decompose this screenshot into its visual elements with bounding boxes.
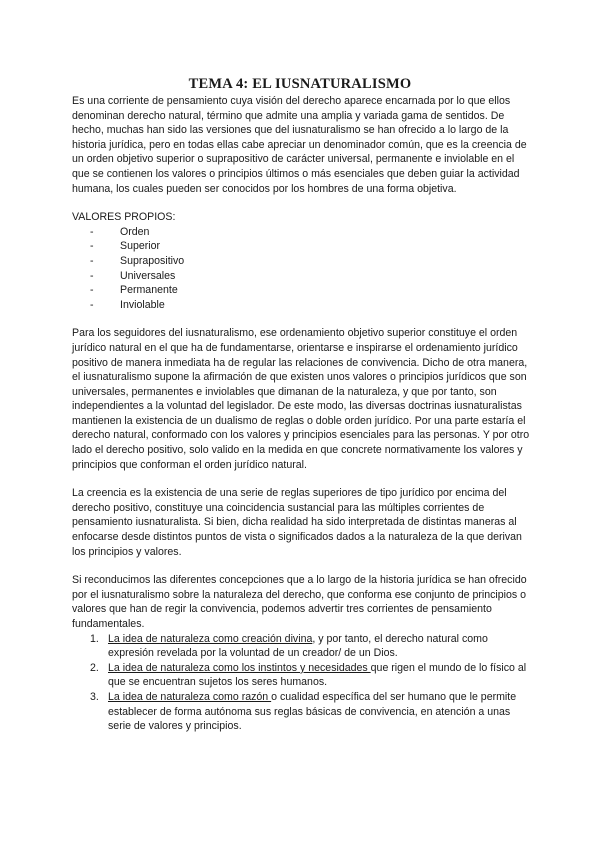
list-item (90, 690, 534, 734)
value-label: Permanente (120, 284, 178, 297)
dash-bullet: - (90, 225, 94, 238)
item-number: 2. (90, 661, 99, 674)
list-item (90, 269, 534, 284)
page-title: TEMA 4: EL IUSNATURALISMO (188, 76, 412, 92)
item-text (108, 690, 534, 734)
dash-bullet: - (90, 298, 94, 311)
spacer (72, 312, 534, 326)
value-label: Superior (120, 240, 161, 253)
body-paragraph-2: Para los seguidores del iusnaturalismo, ese ordenamiento objetivo superior constituye el orden jurídico natural en el que ha de fundamentarse, orientarse e inspirarse el ordenamiento jurídico positivo de manera inmediata ha de regular las relaciones de convivencia. Dicho de otra manera, el iusnaturalismo supone la afirmación de que existen unos valores o principios jurídicos que son universales, permanentes e inviolables que dimanan de la naturaleza, y que por tanto, son independientes a la voluntad del legislador. De este modo, las diversas doctrinas iusnaturalistas mantienen la existencia de un dualismo de reglas o doble orden jurídico. Por una parte estaría el derecho natural, conformado con los valores y principios esenciales para las personas. Y por otro lado el derecho positivo, solo valido en la medida en que concrete normativamente los valores y principios que conforman el orden jurídico natural. (72, 327, 530, 471)
dash-bullet: - (90, 240, 94, 253)
item-number: 1. (90, 632, 99, 645)
underlined-phrase: La idea de naturaleza como creación divina (108, 632, 313, 645)
spacer (72, 472, 534, 486)
item-rest: que rigen el mundo de lo físico al que se encuentran sujetos los seres humanos. (108, 661, 527, 689)
item-number: 3. (90, 690, 99, 703)
list-item (90, 632, 534, 661)
value-label: Suprapositivo (120, 254, 185, 267)
item-text (108, 632, 534, 661)
item-text (108, 661, 534, 690)
item-rest: o cualidad específica del ser humano que le permite establecer de forma autónoma sus reglas básicas de convivencia, en atención a unas serie de valores y principios. (108, 690, 517, 733)
spacer (72, 559, 534, 573)
list-item (90, 298, 534, 313)
values-list (72, 225, 534, 313)
list-item (90, 225, 534, 240)
underlined-phrase: La idea de naturaleza como los instintos y necesidades (108, 661, 371, 674)
values-heading: VALORES PROPIOS: (72, 211, 176, 224)
dash-bullet: - (90, 254, 94, 267)
intro-paragraph: Es una corriente de pensamiento cuya visión del derecho aparece encarnada por lo que ellos denominan derecho natural, término que admite una amplia y variada gama de sentidos. De hecho, muchas han sido las versiones que del iusnaturalismo se han ofrecido a lo largo de la historia jurídica, pero en todas ellas cabe apreciar un denominador común, que es la creencia de un orden objetivo superior o suprapositivo de carácter universal, permanente e inviolable en el que se contienen los valores o principios últimos o más esenciales que deben guiar la actividad humana, los cuales pueden ser conocidos por los hombres de una forma objetiva. (72, 95, 527, 195)
list-item (90, 254, 534, 269)
value-label: Inviolable (120, 298, 165, 311)
body-paragraph-3: La creencia es la existencia de una serie de reglas superiores de tipo jurídico por encima del derecho positivo, constituye una coincidencia sustancial para las múltiples corrientes de pensamiento iusnaturalista. Si bien, dicha realidad ha sido interpretada de distintas maneras al enfocarse desde distintos puntos de vista o significados dados a la naturaleza de la que derivan los principios y valores. (72, 487, 522, 558)
body-paragraph-4: Si reconducimos las diferentes concepciones que a lo largo de la historia jurídica se han ofrecido por el iusnaturalismo sobre la naturaleza del derecho, que conforma ese conjunto de principios o valores que han de regir la convivencia, podemos advertir tres corrientes de pensamiento fundamentales. (72, 574, 527, 630)
list-item (90, 661, 534, 690)
list-item (90, 239, 534, 254)
item-rest: , y por tanto, el derecho natural como expresión revelada por la voluntad de un creador/ de un Dios. (108, 632, 488, 660)
spacer (72, 196, 534, 210)
dash-bullet: - (90, 269, 94, 282)
currents-list (72, 632, 534, 734)
document-body (72, 94, 534, 734)
list-item (90, 283, 534, 298)
underlined-phrase: La idea de naturaleza como razón (108, 690, 272, 703)
value-label: Universales (120, 269, 176, 282)
value-label: Orden (120, 225, 150, 238)
dash-bullet: - (90, 284, 94, 297)
